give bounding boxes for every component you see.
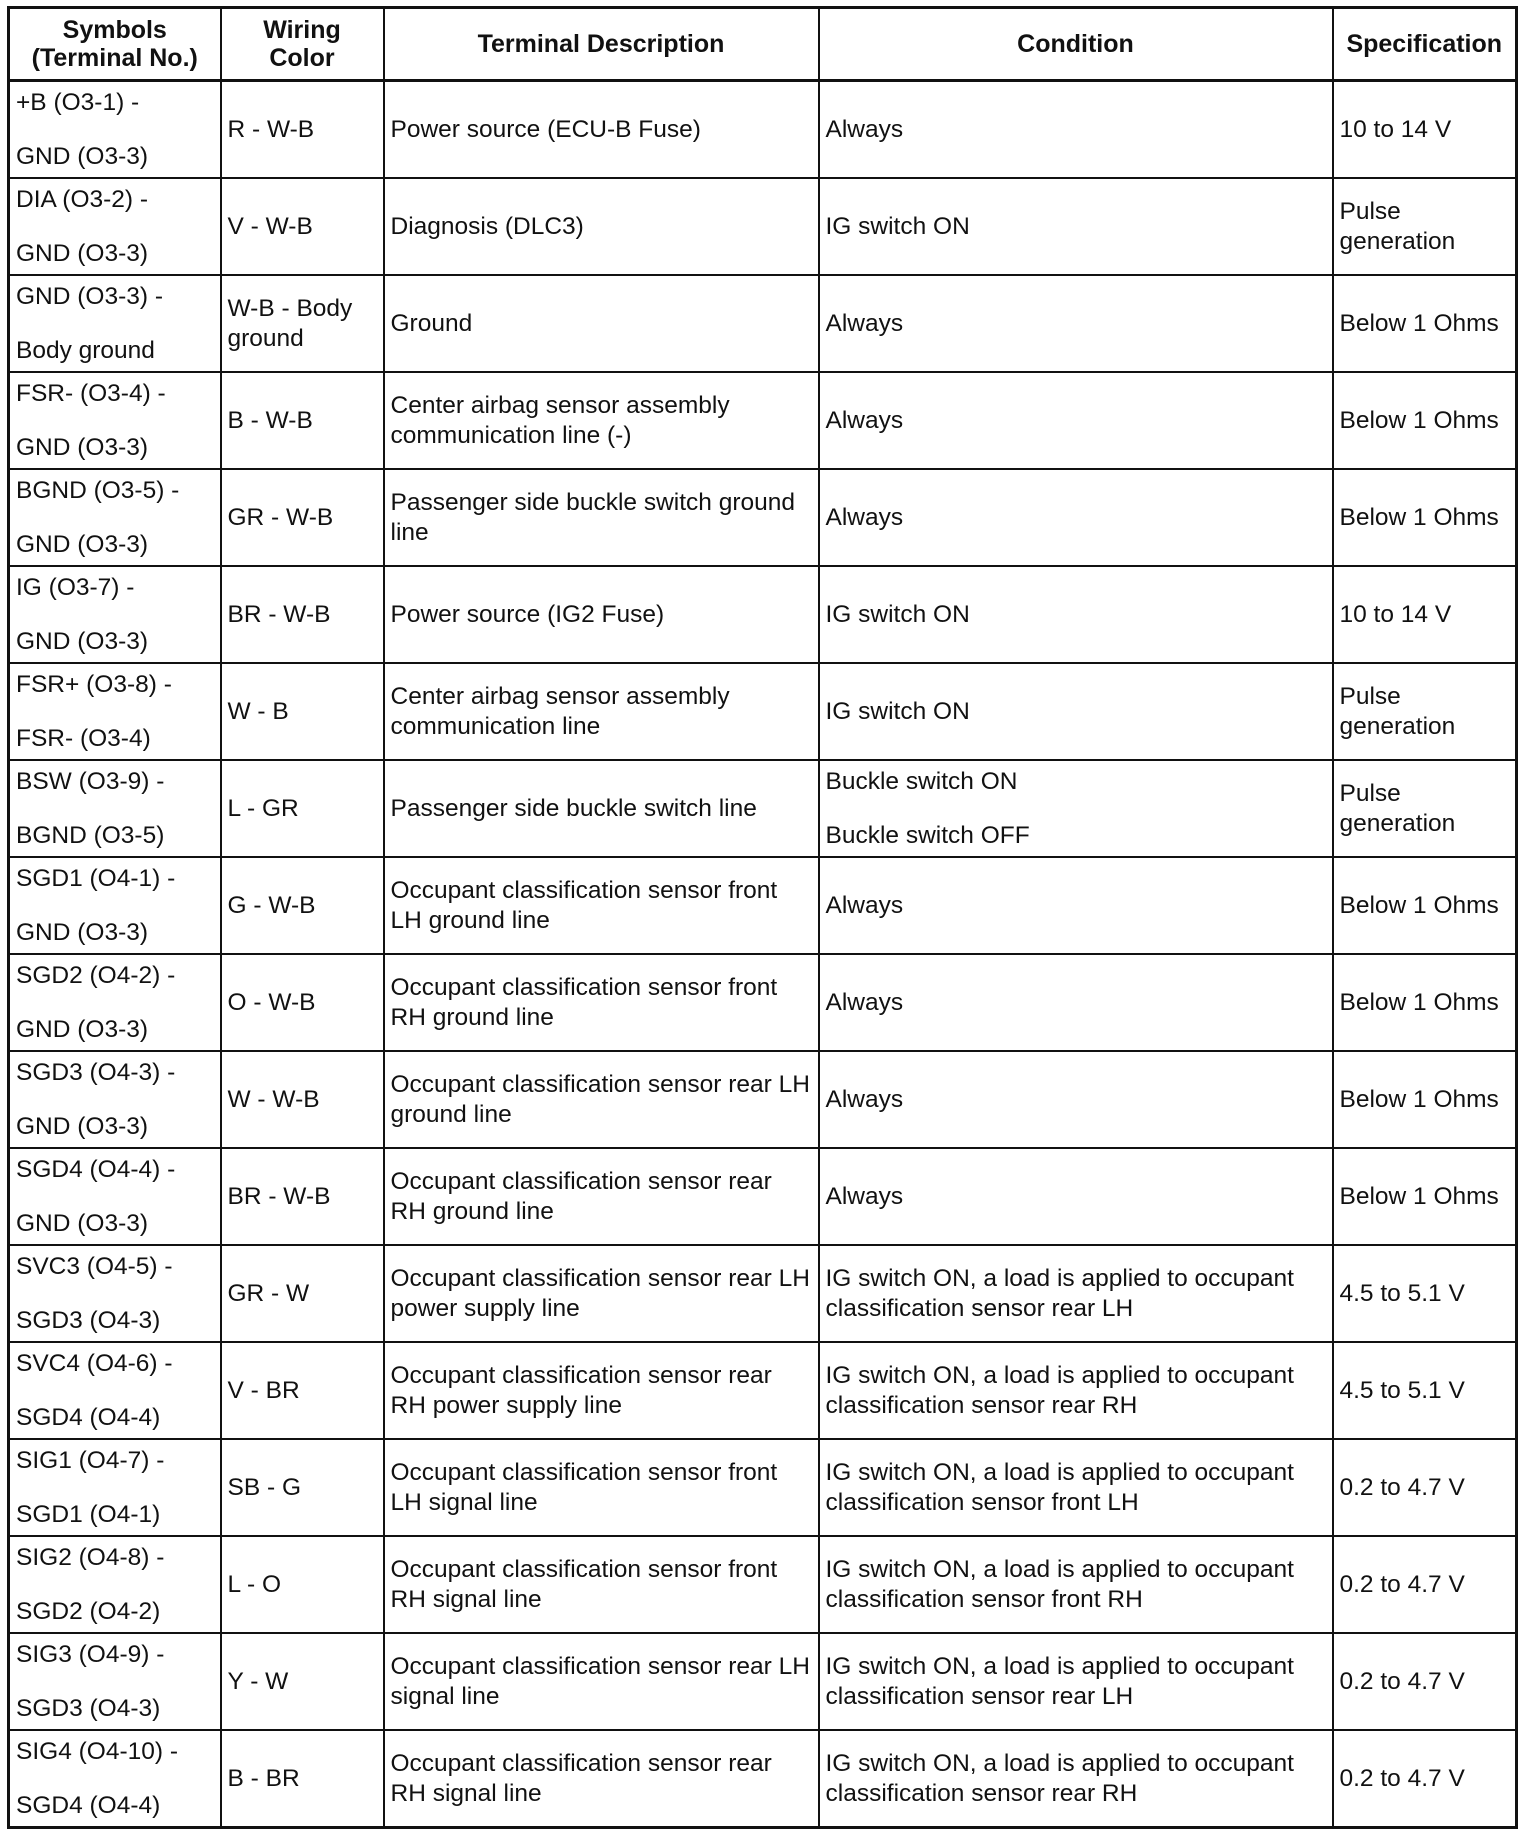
cell-condition: IG switch ON [819,566,1333,663]
symbol-terminal-a: GND (O3-3) - [16,283,163,310]
cell-terminal-description: Occupant classification sensor rear LH power supply line [384,1245,819,1342]
symbol-terminal-a: SGD1 (O4-1) - [16,865,176,892]
cell-condition: Always [819,372,1333,469]
cell-wiring-color: GR - W-B [221,469,384,566]
symbol-terminal-b: SGD4 (O4-4) [16,1792,161,1819]
table-row [9,1245,1517,1342]
symbol-terminal-b: FSR- (O3-4) [16,725,151,752]
cell-wiring-color: L - O [221,1536,384,1633]
symbol-terminal-b: SGD3 (O4-3) [16,1307,161,1334]
table-row [9,178,1517,275]
cell-specification: Pulse generation [1333,663,1517,760]
cell-wiring-color: W - W-B [221,1051,384,1148]
table-row [9,663,1517,760]
cell-specification: 4.5 to 5.1 V [1333,1342,1517,1439]
cell-wiring-color: V - BR [221,1342,384,1439]
table-row [9,275,1517,372]
cell-condition: Always [819,1148,1333,1245]
cell-terminal-description: Occupant classification sensor front LH signal line [384,1439,819,1536]
cell-terminal-description: Occupant classification sensor rear LH signal line [384,1633,819,1730]
header-row [9,8,1517,81]
cell-specification: 10 to 14 V [1333,81,1517,179]
symbol-terminal-a: FSR- (O3-4) - [16,380,166,407]
header-terminal-description: Terminal Description [384,8,819,81]
cell-wiring-color: W-B - Body ground [221,275,384,372]
cell-wiring-color: G - W-B [221,857,384,954]
cell-specification: Below 1 Ohms [1333,275,1517,372]
cell-symbols [9,1148,221,1245]
cell-wiring-color: Y - W [221,1633,384,1730]
symbol-terminal-a: SVC3 (O4-5) - [16,1253,173,1280]
symbol-terminal-a: SIG4 (O4-10) - [16,1738,179,1765]
symbol-terminal-b: GND (O3-3) [16,434,149,461]
cell-condition: Always [819,81,1333,179]
cell-specification: 0.2 to 4.7 V [1333,1439,1517,1536]
symbol-terminal-a: BSW (O3-9) - [16,768,165,795]
cell-wiring-color: SB - G [221,1439,384,1536]
cell-symbols [9,81,221,179]
terminal-spec-table [7,6,1518,1829]
cell-specification: Below 1 Ohms [1333,1051,1517,1148]
cell-symbols [9,566,221,663]
cell-condition: Always [819,469,1333,566]
table-row [9,954,1517,1051]
symbol-terminal-b: GND (O3-3) [16,1210,149,1237]
cell-symbols [9,372,221,469]
cell-wiring-color: B - BR [221,1730,384,1828]
cell-symbols [9,954,221,1051]
cell-specification: Below 1 Ohms [1333,954,1517,1051]
cell-condition: Always [819,954,1333,1051]
symbol-terminal-a: FSR+ (O3-8) - [16,671,172,698]
symbol-terminal-a: SGD4 (O4-4) - [16,1156,176,1183]
table-row [9,469,1517,566]
cell-specification: Below 1 Ohms [1333,857,1517,954]
cell-symbols [9,1051,221,1148]
cell-symbols [9,1245,221,1342]
cell-symbols [9,1633,221,1730]
cell-wiring-color: BR - W-B [221,566,384,663]
cell-condition [819,760,1333,857]
symbol-terminal-a: SIG1 (O4-7) - [16,1447,165,1474]
cell-specification: Below 1 Ohms [1333,469,1517,566]
cell-symbols [9,760,221,857]
symbol-terminal-b: SGD4 (O4-4) [16,1404,161,1431]
cell-symbols [9,1536,221,1633]
symbol-terminal-a: SIG3 (O4-9) - [16,1641,165,1668]
cell-terminal-description: Center airbag sensor assembly communication line [384,663,819,760]
cell-wiring-color: L - GR [221,760,384,857]
cell-symbols [9,1730,221,1828]
table-row [9,1730,1517,1828]
cell-terminal-description: Passenger side buckle switch ground line [384,469,819,566]
symbol-terminal-b: SGD2 (O4-2) [16,1598,161,1625]
symbol-terminal-a: SIG2 (O4-8) - [16,1544,165,1571]
cell-condition: IG switch ON [819,178,1333,275]
table-row [9,81,1517,179]
table-row [9,1051,1517,1148]
symbol-terminal-b: GND (O3-3) [16,1113,149,1140]
cell-wiring-color: R - W-B [221,81,384,179]
symbol-terminal-a: SGD3 (O4-3) - [16,1059,176,1086]
condition-line-b: Buckle switch OFF [825,822,1030,849]
cell-terminal-description: Diagnosis (DLC3) [384,178,819,275]
cell-condition: IG switch ON, a load is applied to occupant classification sensor rear LH [819,1633,1333,1730]
symbol-terminal-b: Body ground [16,337,155,364]
table-row [9,1536,1517,1633]
header-condition: Condition [819,8,1333,81]
cell-condition: Always [819,857,1333,954]
header-specification: Specification [1333,8,1517,81]
symbol-terminal-a: +B (O3-1) - [16,89,140,116]
cell-terminal-description: Occupant classification sensor rear RH signal line [384,1730,819,1828]
cell-condition: IG switch ON, a load is applied to occupant classification sensor rear RH [819,1342,1333,1439]
cell-condition: IG switch ON, a load is applied to occupant classification sensor front RH [819,1536,1333,1633]
table-body [9,81,1517,1828]
cell-symbols [9,857,221,954]
cell-wiring-color: BR - W-B [221,1148,384,1245]
cell-terminal-description: Occupant classification sensor rear LH ground line [384,1051,819,1148]
cell-condition: IG switch ON, a load is applied to occupant classification sensor rear LH [819,1245,1333,1342]
symbol-terminal-b: GND (O3-3) [16,1016,149,1043]
cell-symbols [9,178,221,275]
cell-specification: Pulse generation [1333,760,1517,857]
cell-specification: Below 1 Ohms [1333,372,1517,469]
table-row [9,1633,1517,1730]
table-row [9,1439,1517,1536]
symbol-terminal-a: BGND (O3-5) - [16,477,180,504]
cell-symbols [9,1439,221,1536]
cell-terminal-description: Passenger side buckle switch line [384,760,819,857]
symbol-terminal-b: GND (O3-3) [16,628,149,655]
header-wiring-color: Wiring Color [221,8,384,81]
cell-specification: 0.2 to 4.7 V [1333,1536,1517,1633]
table-row [9,1148,1517,1245]
cell-specification: 4.5 to 5.1 V [1333,1245,1517,1342]
symbol-terminal-a: IG (O3-7) - [16,574,135,601]
header-symbols: Symbols (Terminal No.) [9,8,221,81]
cell-condition: IG switch ON, a load is applied to occupant classification sensor front LH [819,1439,1333,1536]
cell-symbols [9,469,221,566]
table-row [9,857,1517,954]
cell-condition: IG switch ON [819,663,1333,760]
cell-symbols [9,275,221,372]
cell-condition: IG switch ON, a load is applied to occupant classification sensor rear RH [819,1730,1333,1828]
cell-specification: 10 to 14 V [1333,566,1517,663]
cell-terminal-description: Occupant classification sensor front RH signal line [384,1536,819,1633]
cell-terminal-description: Ground [384,275,819,372]
table-row [9,372,1517,469]
symbol-terminal-b: GND (O3-3) [16,919,149,946]
cell-terminal-description: Occupant classification sensor rear RH ground line [384,1148,819,1245]
symbol-terminal-b: GND (O3-3) [16,240,149,267]
cell-terminal-description: Occupant classification sensor front RH ground line [384,954,819,1051]
cell-condition: Always [819,275,1333,372]
cell-wiring-color: V - W-B [221,178,384,275]
table-row [9,1342,1517,1439]
table-row [9,566,1517,663]
symbol-terminal-b: SGD3 (O4-3) [16,1695,161,1722]
cell-symbols [9,1342,221,1439]
symbol-terminal-b: GND (O3-3) [16,531,149,558]
symbol-terminal-b: SGD1 (O4-1) [16,1501,161,1528]
symbol-terminal-b: BGND (O3-5) [16,822,165,849]
cell-specification: Below 1 Ohms [1333,1148,1517,1245]
cell-terminal-description: Occupant classification sensor front LH ground line [384,857,819,954]
cell-terminal-description: Occupant classification sensor rear RH power supply line [384,1342,819,1439]
symbol-terminal-a: DIA (O3-2) - [16,186,149,213]
cell-wiring-color: W - B [221,663,384,760]
symbol-terminal-b: GND (O3-3) [16,143,149,170]
cell-condition: Always [819,1051,1333,1148]
table-row [9,760,1517,857]
cell-terminal-description: Power source (ECU-B Fuse) [384,81,819,179]
cell-terminal-description: Center airbag sensor assembly communication line (-) [384,372,819,469]
symbol-terminal-a: SVC4 (O4-6) - [16,1350,173,1377]
cell-symbols [9,663,221,760]
cell-terminal-description: Power source (IG2 Fuse) [384,566,819,663]
symbol-terminal-a: SGD2 (O4-2) - [16,962,176,989]
cell-wiring-color: B - W-B [221,372,384,469]
cell-specification: 0.2 to 4.7 V [1333,1730,1517,1828]
cell-wiring-color: GR - W [221,1245,384,1342]
cell-specification: Pulse generation [1333,178,1517,275]
cell-specification: 0.2 to 4.7 V [1333,1633,1517,1730]
condition-line-a: Buckle switch ON [825,768,1018,795]
cell-wiring-color: O - W-B [221,954,384,1051]
